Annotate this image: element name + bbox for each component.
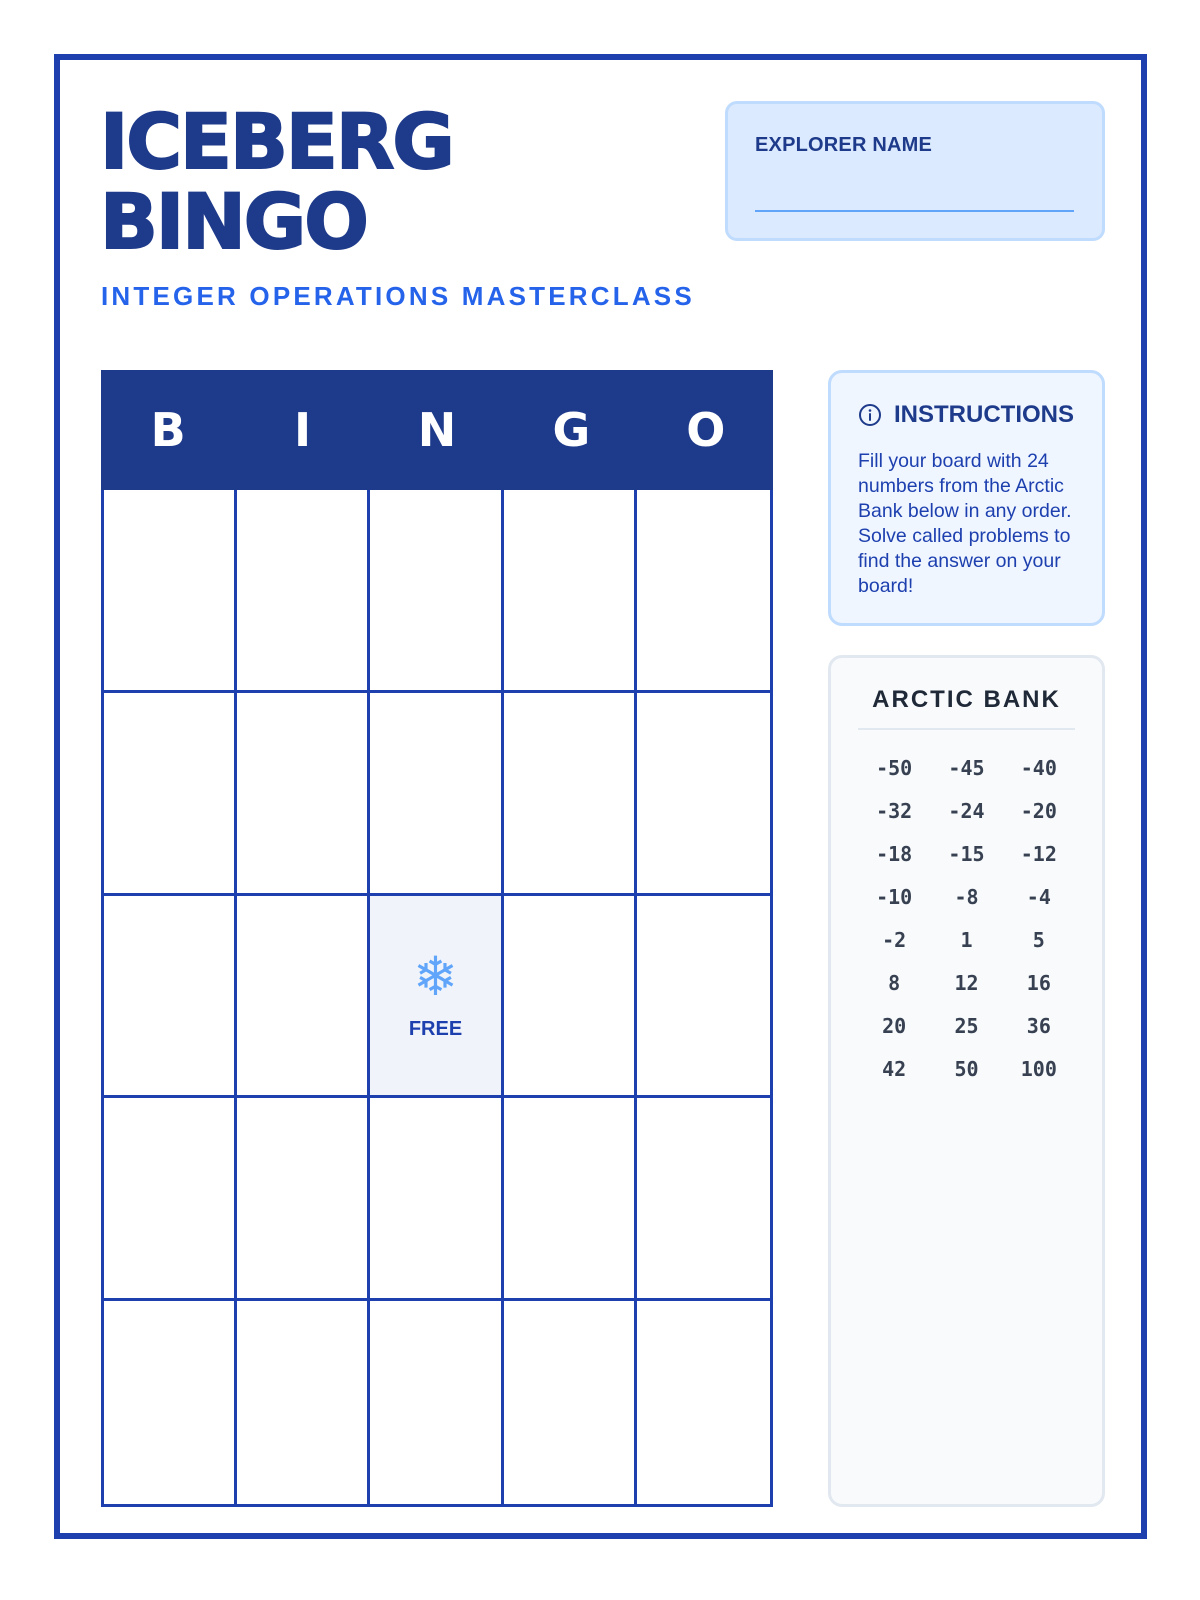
arctic-bank-numbers: [858, 747, 1075, 1091]
explorer-name-field[interactable]: [755, 210, 1074, 212]
bank-number: 16: [1026, 971, 1051, 995]
snowflake-icon: ❄: [412, 944, 459, 1008]
title-line-2: BINGO: [100, 177, 367, 266]
bingo-cell[interactable]: [637, 693, 770, 896]
bingo-cell[interactable]: [504, 490, 637, 693]
bank-number: -20: [1020, 799, 1057, 823]
bank-number: -12: [1020, 842, 1057, 866]
bingo-cell[interactable]: [637, 1301, 770, 1504]
page-subtitle: INTEGER OPERATIONS MASTERCLASS: [101, 281, 695, 311]
explorer-name-label: EXPLORER NAME: [755, 134, 933, 156]
bank-number: 12: [954, 971, 979, 995]
bank-number: 25: [954, 1014, 979, 1038]
bank-number: 5: [1032, 928, 1045, 952]
bank-number: -10: [876, 885, 913, 909]
bingo-cell[interactable]: [104, 896, 237, 1099]
bank-number: -4: [1026, 885, 1051, 909]
bingo-cell[interactable]: [637, 896, 770, 1099]
bingo-cell[interactable]: [370, 1098, 503, 1301]
bank-number: -2: [882, 928, 907, 952]
instructions-text: Fill your board with 24 numbers from the Arctic Bank below in any order. Solve called problems to find the answer on your board!: [858, 450, 1072, 597]
bank-number: 36: [1026, 1014, 1051, 1038]
bank-number: -15: [948, 842, 985, 866]
bank-number: -8: [954, 885, 979, 909]
info-icon: [858, 403, 882, 427]
bingo-letter-g: G: [552, 403, 591, 457]
bingo-letter-i: I: [294, 403, 312, 457]
bank-number: 20: [882, 1014, 907, 1038]
bank-number: 42: [882, 1057, 907, 1081]
bank-number: -45: [948, 756, 985, 780]
bank-number: 8: [888, 971, 901, 995]
bingo-cell[interactable]: [504, 1301, 637, 1504]
bingo-cell[interactable]: [104, 490, 237, 693]
bingo-cell[interactable]: [370, 693, 503, 896]
page-title: [100, 97, 453, 266]
bingo-cell[interactable]: [370, 490, 503, 693]
bingo-cell[interactable]: [237, 693, 370, 896]
bingo-cell[interactable]: [504, 1098, 637, 1301]
bingo-cell[interactable]: [104, 1301, 237, 1504]
arctic-bank-panel: [828, 655, 1105, 1507]
arctic-bank-title: ARCTIC BANK: [858, 686, 1075, 730]
bingo-cell[interactable]: [237, 490, 370, 693]
bingo-cell[interactable]: [637, 490, 770, 693]
bingo-cell[interactable]: [104, 1098, 237, 1301]
bingo-cell[interactable]: [237, 896, 370, 1099]
bank-number: 1: [960, 928, 973, 952]
instructions-title: INSTRUCTIONS: [894, 401, 1074, 428]
title-line-1: ICEBERG: [100, 97, 453, 186]
instructions-header: [858, 401, 1076, 429]
bank-number: 50: [954, 1057, 979, 1081]
bingo-header: [101, 370, 773, 490]
free-space-label: FREE: [408, 1017, 463, 1040]
bingo-cell[interactable]: [504, 693, 637, 896]
bank-number: -40: [1020, 756, 1057, 780]
instructions-panel: [828, 370, 1105, 626]
bank-number: -50: [876, 756, 913, 780]
bingo-letter-b: B: [150, 403, 186, 457]
bingo-cell[interactable]: [504, 896, 637, 1099]
bingo-cell[interactable]: [237, 1098, 370, 1301]
bank-number: -32: [876, 799, 913, 823]
bingo-board: [101, 370, 773, 1507]
bank-number: -18: [876, 842, 913, 866]
bank-number: 100: [1020, 1057, 1057, 1081]
explorer-name-box: [725, 101, 1105, 241]
bingo-letter-o: O: [686, 403, 726, 457]
bank-number: -24: [948, 799, 985, 823]
bingo-grid: [101, 490, 773, 1507]
bingo-letter-n: N: [417, 403, 457, 457]
bingo-cell[interactable]: [104, 693, 237, 896]
free-space-cell: [370, 896, 503, 1099]
bingo-cell[interactable]: [370, 1301, 503, 1504]
bingo-cell[interactable]: [637, 1098, 770, 1301]
bingo-cell[interactable]: [237, 1301, 370, 1504]
